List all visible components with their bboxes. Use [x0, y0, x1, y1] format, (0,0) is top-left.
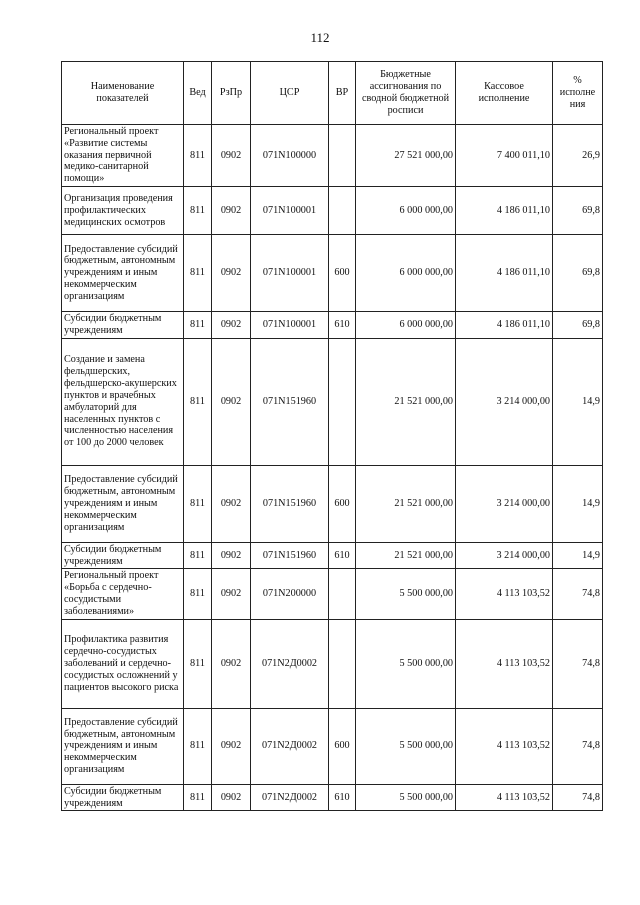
row-budget: 6 000 000,00 — [356, 312, 456, 339]
row-budget: 6 000 000,00 — [356, 187, 456, 235]
row-pct: 14,9 — [553, 465, 603, 542]
row-budget: 5 500 000,00 — [356, 708, 456, 784]
row-name: Региональный проект «Борьба с сердечно-сосудистыми заболеваниями» — [62, 569, 184, 619]
row-rzpr: 0902 — [212, 338, 251, 465]
row-budget: 21 521 000,00 — [356, 338, 456, 465]
row-csr: 071N2Д0002 — [251, 619, 329, 708]
row-pct: 74,8 — [553, 708, 603, 784]
table-header-row — [62, 62, 603, 125]
table-row — [62, 465, 603, 542]
row-csr: 071N100000 — [251, 125, 329, 187]
row-name: Организация проведения профилактических медицинских осмотров — [62, 187, 184, 235]
table-row — [62, 784, 603, 811]
row-ved: 811 — [184, 465, 212, 542]
row-name: Создание и замена фельдшерских, фельдшерско-акушерских пунктов и врачебных амбулаторий для населенных пунктов с численностью населения от 100 до 2000 человек — [62, 338, 184, 465]
header-pct: % исполне ния — [553, 62, 603, 125]
row-rzpr: 0902 — [212, 235, 251, 312]
row-cash: 3 214 000,00 — [456, 338, 553, 465]
header-rzpr: РзПр — [212, 62, 251, 125]
table-row — [62, 708, 603, 784]
row-budget: 21 521 000,00 — [356, 465, 456, 542]
row-ved: 811 — [184, 187, 212, 235]
header-cash: Кассовое исполнение — [456, 62, 553, 125]
row-ved: 811 — [184, 235, 212, 312]
header-vr: ВР — [329, 62, 356, 125]
row-name: Субсидии бюджетным учреждениям — [62, 312, 184, 339]
row-csr: 071N151960 — [251, 465, 329, 542]
row-name: Региональный проект «Развитие системы оказания первичной медико-санитарной помощи» — [62, 125, 184, 187]
row-ved: 811 — [184, 784, 212, 811]
row-rzpr: 0902 — [212, 708, 251, 784]
row-csr: 071N200000 — [251, 569, 329, 619]
row-ved: 811 — [184, 708, 212, 784]
row-vr: 610 — [329, 542, 356, 569]
table-row — [62, 619, 603, 708]
row-pct: 74,8 — [553, 619, 603, 708]
page-number: 112 — [310, 30, 330, 45]
row-vr — [329, 187, 356, 235]
row-rzpr: 0902 — [212, 784, 251, 811]
row-ved: 811 — [184, 542, 212, 569]
row-ved: 811 — [184, 125, 212, 187]
row-ved: 811 — [184, 312, 212, 339]
row-budget: 27 521 000,00 — [356, 125, 456, 187]
row-ved: 811 — [184, 569, 212, 619]
table-row — [62, 569, 603, 619]
row-pct: 74,8 — [553, 569, 603, 619]
row-budget: 5 500 000,00 — [356, 569, 456, 619]
row-csr: 071N2Д0002 — [251, 784, 329, 811]
row-rzpr: 0902 — [212, 312, 251, 339]
header-name: Наименование показателей — [62, 62, 184, 125]
row-vr: 610 — [329, 784, 356, 811]
row-rzpr: 0902 — [212, 619, 251, 708]
row-rzpr: 0902 — [212, 187, 251, 235]
row-csr: 071N100001 — [251, 187, 329, 235]
row-cash: 7 400 011,10 — [456, 125, 553, 187]
row-name: Субсидии бюджетным учреждениям — [62, 784, 184, 811]
table-row — [62, 338, 603, 465]
row-pct: 14,9 — [553, 542, 603, 569]
row-rzpr: 0902 — [212, 542, 251, 569]
row-ved: 811 — [184, 619, 212, 708]
row-cash: 4 113 103,52 — [456, 784, 553, 811]
row-name: Профилактика развития сердечно-сосудистых заболеваний и сердечно-сосудистых осложнений у пациентов высокого риска — [62, 619, 184, 708]
row-vr: 600 — [329, 465, 356, 542]
row-rzpr: 0902 — [212, 125, 251, 187]
row-pct: 14,9 — [553, 338, 603, 465]
row-vr: 610 — [329, 312, 356, 339]
row-name: Предоставление субсидий бюджетным, автономным учреждениям и иным некоммерческим организациям — [62, 235, 184, 312]
row-cash: 4 186 011,10 — [456, 235, 553, 312]
row-ved: 811 — [184, 338, 212, 465]
row-csr: 071N151960 — [251, 338, 329, 465]
row-cash: 3 214 000,00 — [456, 465, 553, 542]
row-cash: 4 186 011,10 — [456, 312, 553, 339]
row-cash: 4 186 011,10 — [456, 187, 553, 235]
row-pct: 69,8 — [553, 312, 603, 339]
row-rzpr: 0902 — [212, 465, 251, 542]
row-budget: 5 500 000,00 — [356, 784, 456, 811]
table-row — [62, 187, 603, 235]
row-name: Предоставление субсидий бюджетным, автономным учреждениям и иным некоммерческим организациям — [62, 465, 184, 542]
budget-execution-table — [61, 61, 603, 811]
row-pct: 26,9 — [553, 125, 603, 187]
table-row — [62, 235, 603, 312]
row-name: Субсидии бюджетным учреждениям — [62, 542, 184, 569]
row-pct: 69,8 — [553, 187, 603, 235]
row-pct: 69,8 — [553, 235, 603, 312]
row-budget: 21 521 000,00 — [356, 542, 456, 569]
row-vr: 600 — [329, 235, 356, 312]
row-vr — [329, 569, 356, 619]
row-budget: 5 500 000,00 — [356, 619, 456, 708]
row-cash: 4 113 103,52 — [456, 619, 553, 708]
row-cash: 4 113 103,52 — [456, 569, 553, 619]
row-pct: 74,8 — [553, 784, 603, 811]
header-ved: Вед — [184, 62, 212, 125]
table-row — [62, 125, 603, 187]
row-csr: 071N2Д0002 — [251, 708, 329, 784]
row-csr: 071N100001 — [251, 235, 329, 312]
row-vr: 600 — [329, 708, 356, 784]
header-csr: ЦСР — [251, 62, 329, 125]
table-row — [62, 542, 603, 569]
row-vr — [329, 125, 356, 187]
row-csr: 071N151960 — [251, 542, 329, 569]
header-budget: Бюджетные ассигнования по сводной бюджетной росписи — [356, 62, 456, 125]
row-csr: 071N100001 — [251, 312, 329, 339]
row-vr — [329, 619, 356, 708]
row-vr — [329, 338, 356, 465]
row-name: Предоставление субсидий бюджетным, автономным учреждениям и иным некоммерческим организациям — [62, 708, 184, 784]
row-rzpr: 0902 — [212, 569, 251, 619]
row-cash: 4 113 103,52 — [456, 708, 553, 784]
row-budget: 6 000 000,00 — [356, 235, 456, 312]
row-cash: 3 214 000,00 — [456, 542, 553, 569]
table-row — [62, 312, 603, 339]
